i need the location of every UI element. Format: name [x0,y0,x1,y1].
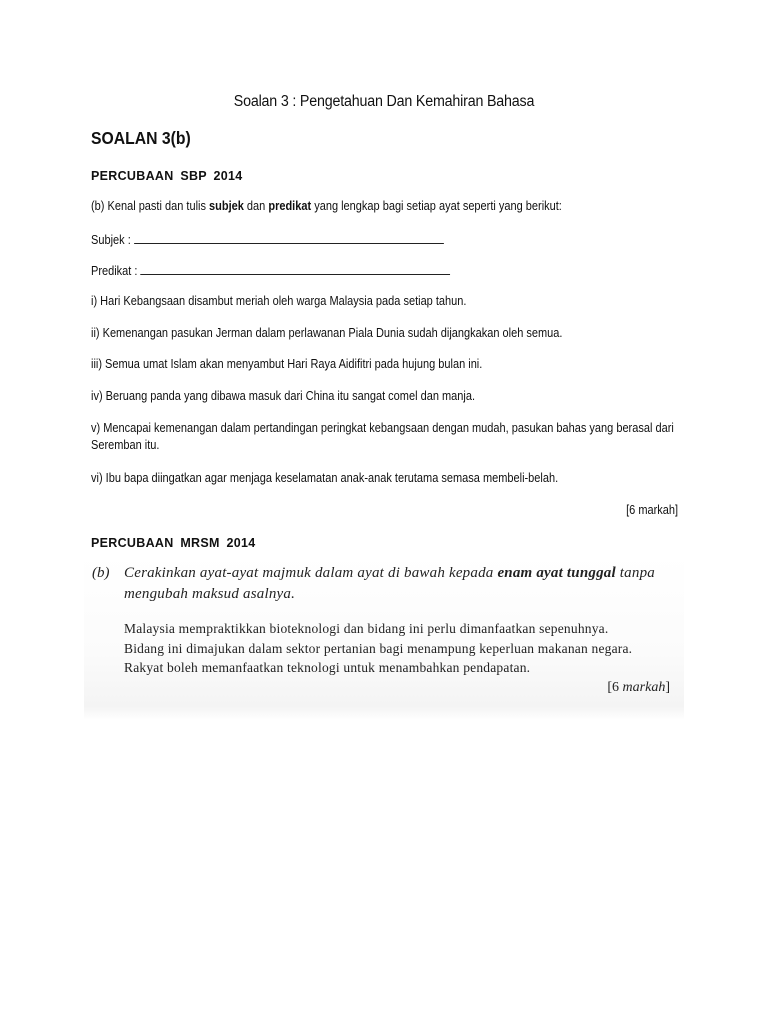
list-item: ii) Kemenangan pasukan Jerman dalam perlawanan Piala Dunia sudah dijangkakan oleh semua. [91,326,563,340]
instruction-prefix: (b) Kenal pasti dan tulis [91,199,210,213]
list-item: iv) Beruang panda yang dibawa masuk dari China itu sangat comel dan manja. [91,389,476,403]
instruction-predikat: predikat [268,199,312,213]
predikat-answer-blank[interactable] [141,264,451,275]
subjek-line [91,233,444,247]
scan-marks-label [607,680,670,696]
predikat-label: Predikat : [91,264,141,278]
scanned-question-image [84,555,684,720]
scan-body-line: Rakyat boleh memanfaatkan teknologi untuk menambahkan pendapatan. [124,660,531,675]
scan-instruction-line-1 [124,565,655,582]
list-item: v) Mencapai kemenangan dalam pertandingan peringkat kebangsaan dengan mudah, pasukan bahas yang berasal dari Seremban itu. [91,421,674,452]
list-item: i) Hari Kebangsaan disambut meriah oleh warga Malaysia pada setiap tahun. [91,294,467,308]
instruction-suffix: yang lengkap bagi setiap ayat seperti yang berikut: [311,199,562,213]
scan-instruction-line-2: mengubah maksud asalnya. [124,586,296,602]
scan-marks-num: [6 [607,680,623,695]
question-heading: SOALAN 3(b) [91,128,191,148]
subjek-answer-blank[interactable] [134,233,444,244]
list-item: vi) Ibu bapa diingatkan agar menjaga keselamatan anak-anak terutama semasa membeli-belah. [91,471,559,485]
scan-instr-b: tanpa [615,565,655,581]
scan-instr-bold: enam ayat tunggal [497,565,616,581]
scan-instr-a: Cerakinkan ayat-ayat majmuk dalam ayat di bawah kepada [124,565,498,581]
predikat-line [91,264,450,278]
instruction-mid: dan [243,199,269,213]
instruction-text [91,199,562,213]
page-title: Soalan 3 : Pengetahuan Dan Kemahiran Bahasa [233,93,535,110]
scan-marks-word: markah [622,680,666,695]
scan-question-label: (b) [92,565,110,581]
marks-label: [6 markah] [626,503,678,517]
section-label-sbp: PERCUBAAN SBP 2014 [91,169,243,183]
section-label-mrsm: PERCUBAAN MRSM 2014 [91,536,256,550]
subjek-label: Subjek : [91,233,134,247]
scan-body-line: Malaysia mempraktikkan bioteknologi dan bidang ini perlu dimanfaatkan sepenuhnya. [124,621,609,636]
instruction-subjek: subjek [209,199,244,213]
list-item: iii) Semua umat Islam akan menyambut Hari Raya Aidifitri pada hujung bulan ini. [91,357,483,371]
scan-marks-close: ] [665,680,670,695]
scan-body-line: Bidang ini dimajukan dalam sektor pertanian bagi menampung keperluan makanan negara. [124,641,633,656]
